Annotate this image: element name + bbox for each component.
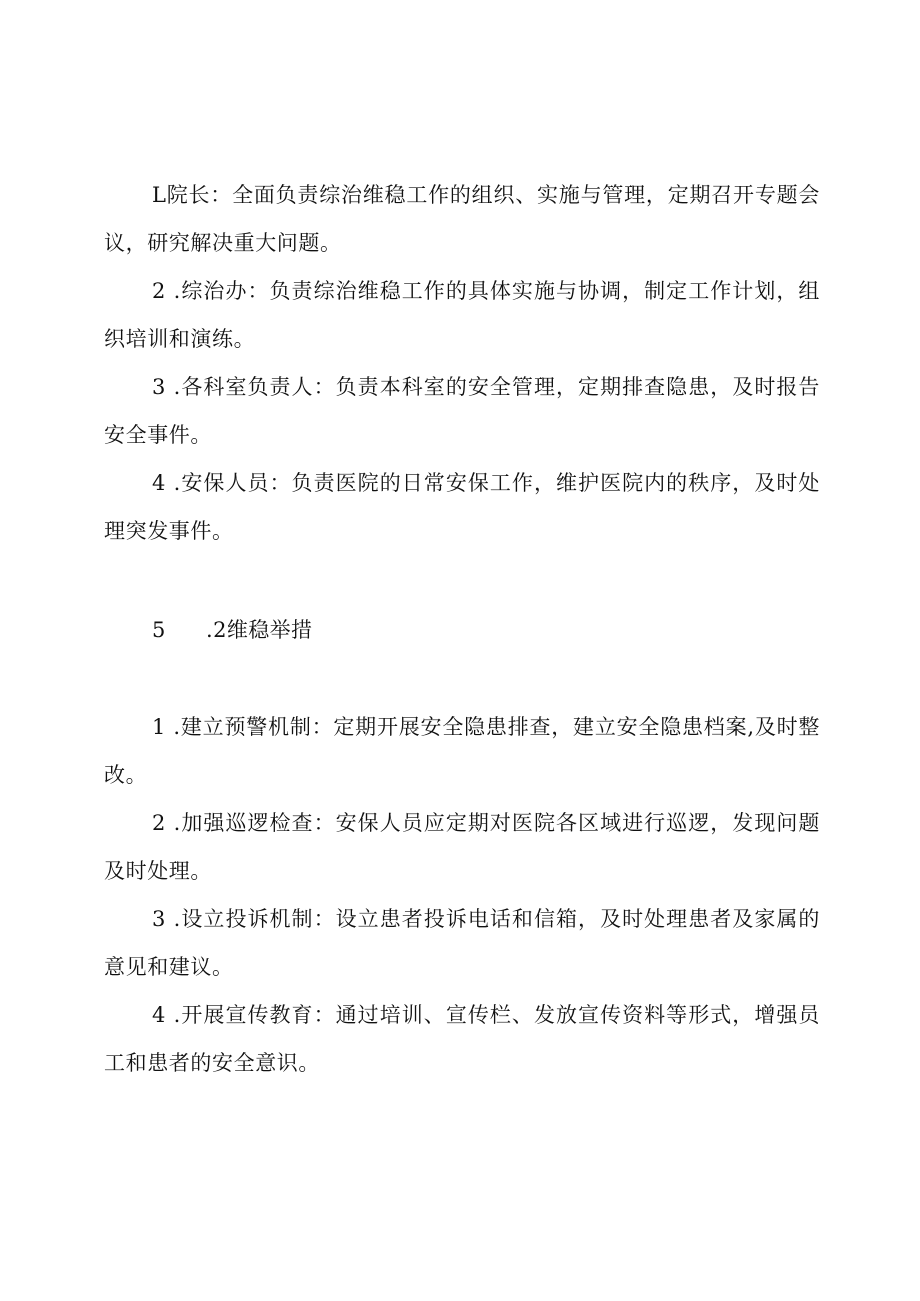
responsibility-item-1: L院长：全面负责综治维稳工作的组织、实施与管理，定期召开专题会议，研究解决重大问题。 (104, 183, 820, 255)
section-heading (152, 615, 312, 645)
measure-item-1: 1 .建立预警机制：定期开展安全隐患排查，建立安全隐患档案,及时整改。 (104, 715, 820, 787)
responsibility-item-4: 4 .安保人员：负责医院的日常安保工作，维护医院内的秩序，及时处理突发事件。 (104, 471, 820, 543)
section-heading-number: 5 (152, 618, 166, 642)
responsibility-item-2: 2 .综治办：负责综治维稳工作的具体实施与协调，制定工作计划，组织培训和演练。 (104, 279, 820, 351)
measure-item-3: 3 .设立投诉机制：设立患者投诉电话和信箱，及时处理患者及家属的意见和建议。 (104, 907, 820, 979)
measure-item-2: 2 .加强巡逻检查：安保人员应定期对医院各区域进行巡逻，发现问题及时处理。 (104, 811, 820, 883)
measure-item-4: 4 .开展宣传教育：通过培训、宣传栏、发放宣传资料等形式，增强员工和患者的安全意识。 (104, 1003, 820, 1075)
section-heading-text: .2维稳举措 (206, 618, 313, 642)
responsibility-item-3: 3 .各科室负责人：负责本科室的安全管理，定期排查隐患，及时报告安全事件。 (104, 375, 820, 447)
